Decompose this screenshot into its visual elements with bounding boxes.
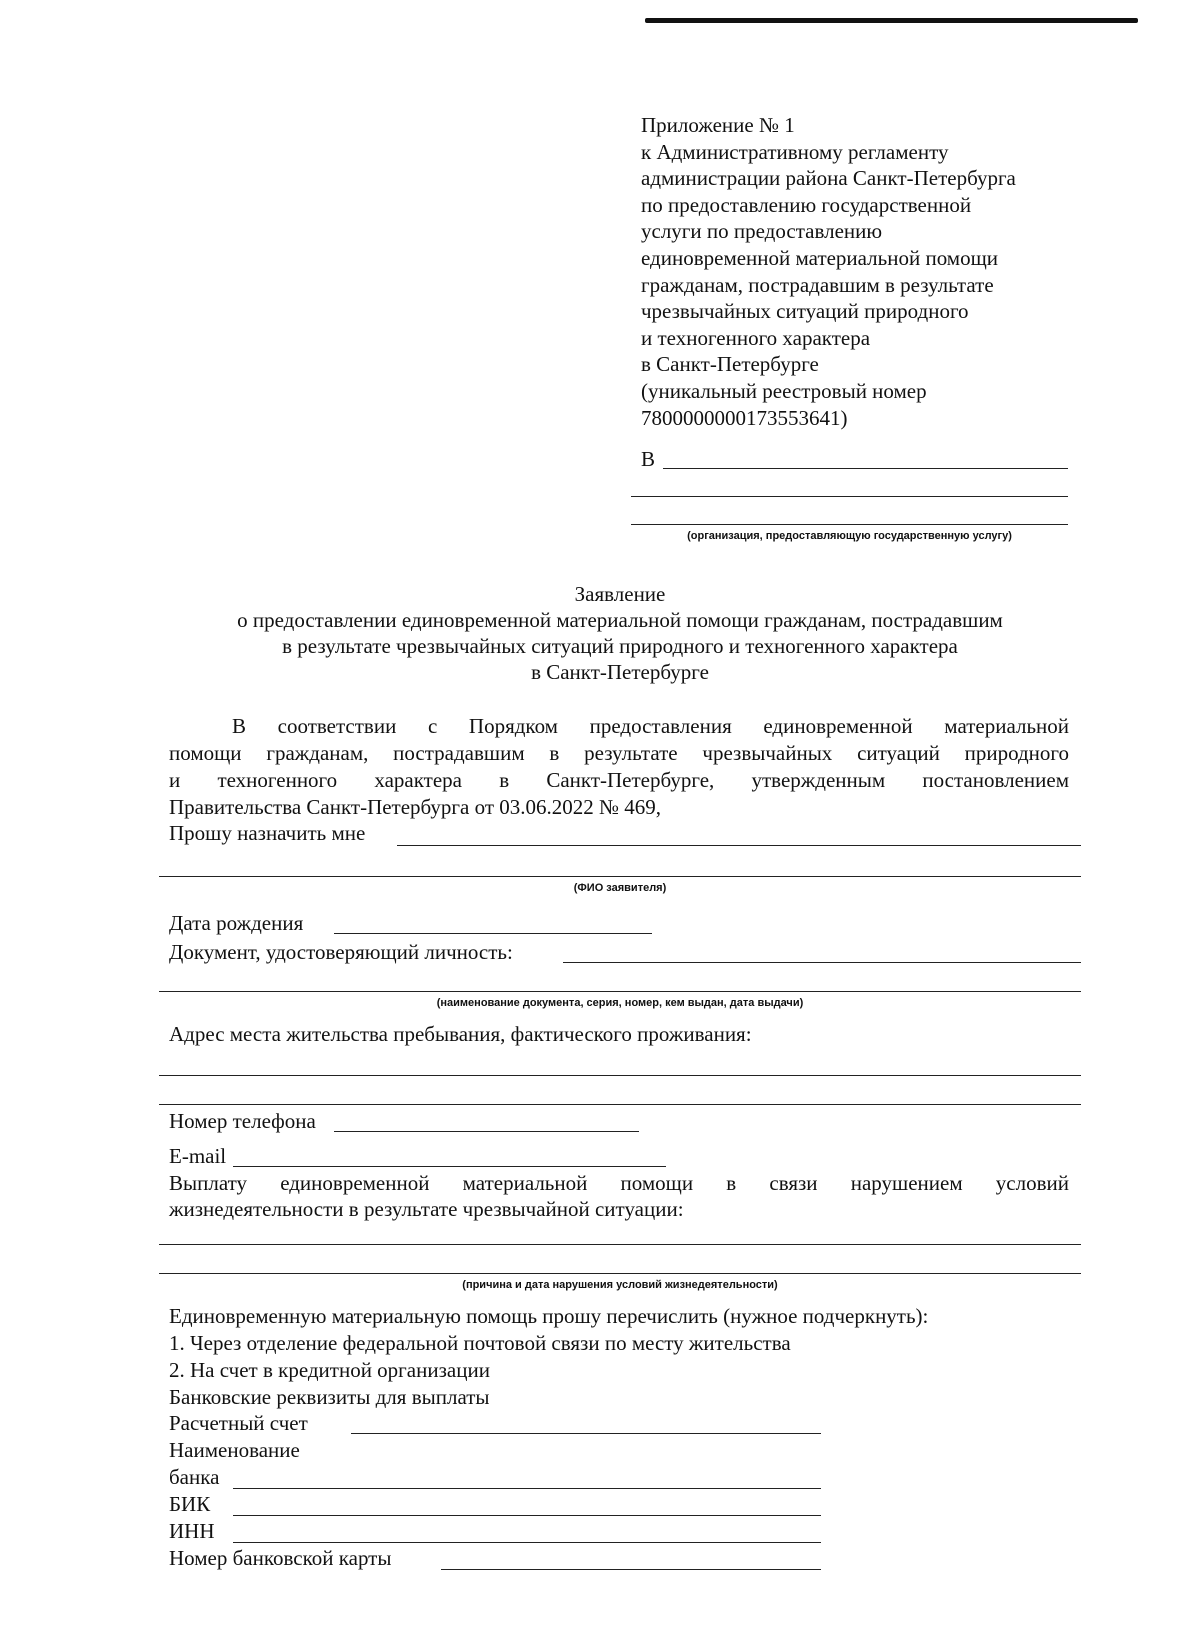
recipient-field-3[interactable] [631, 524, 1068, 525]
inn-field[interactable] [233, 1542, 821, 1543]
transfer-label: Единовременную материальную помощь прошу перечислить (нужное подчеркнуть): [169, 1304, 929, 1328]
account-label: Расчетный счет [169, 1411, 308, 1435]
address-field-2[interactable] [159, 1104, 1081, 1105]
org-caption: (организация, предоставляющую государственную услугу) [687, 530, 1012, 542]
appendix-line: единовременной материальной помощи [641, 245, 998, 270]
reason-field-2[interactable] [159, 1273, 1081, 1274]
appendix-line: и техногенного характера [641, 325, 871, 350]
id-document-caption: (наименование документа, серия, номер, кем выдан, дата выдачи) [436, 997, 804, 1009]
bik-field[interactable] [233, 1515, 821, 1516]
title-line: в Санкт-Петербурге [531, 660, 709, 684]
appendix-line: (уникальный реестровый номер [641, 378, 927, 403]
address-label: Адрес места жительства пребывания, фактического проживания: [169, 1022, 752, 1046]
email-field[interactable] [233, 1166, 666, 1167]
recipient-field-1[interactable] [663, 468, 1068, 469]
birth-date-label: Дата рождения [169, 911, 304, 935]
recipient-field-2[interactable] [631, 496, 1068, 497]
appendix-line: чрезвычайных ситуаций природного [641, 299, 969, 324]
fio-field-2[interactable] [159, 876, 1081, 877]
fio-field-1[interactable] [397, 845, 1081, 846]
bank-name-field[interactable] [233, 1488, 821, 1489]
payment-line: Выплату единовременной материальной помощи в связи нарушением условий [169, 1171, 1069, 1195]
appendix-line: по предоставлению государственной [641, 192, 972, 217]
intro-line: Правительства Санкт-Петербурга от 03.06.2022 № 469, [169, 795, 662, 819]
phone-label: Номер телефона [169, 1109, 316, 1133]
reason-field-1[interactable] [159, 1244, 1081, 1245]
top-border-line [645, 18, 1138, 23]
appendix-line: к Административному регламенту [641, 139, 949, 164]
intro-line: и техногенного характера в Санкт-Петербурге, утвержденным постановлением [169, 768, 1069, 792]
card-number-field[interactable] [441, 1569, 821, 1570]
phone-field[interactable] [334, 1131, 639, 1132]
intro-line: В соответствии с Порядком предоставления единовременной материальной [232, 714, 1069, 738]
id-document-field-1[interactable] [563, 962, 1081, 963]
card-number-label: Номер банковской карты [169, 1546, 392, 1570]
account-field[interactable] [351, 1433, 821, 1434]
fio-caption: (ФИО заявителя) [573, 882, 667, 894]
appendix-line: 7800000000173553641) [641, 405, 848, 430]
email-label: E-mail [169, 1144, 227, 1168]
id-document-label: Документ, удостоверяющий личность: [169, 940, 513, 964]
id-document-field-2[interactable] [159, 991, 1081, 992]
address-field-1[interactable] [159, 1075, 1081, 1076]
request-label: Прошу назначить мне [169, 821, 366, 845]
appendix-line: гражданам, пострадавшим в результате [641, 272, 994, 297]
payment-line: жизнедеятельности в результате чрезвычайной ситуации: [169, 1197, 684, 1221]
appendix-line: в Санкт-Петербурге [641, 352, 819, 377]
reason-caption: (причина и дата нарушения условий жизнедеятельности) [462, 1279, 778, 1291]
bik-label: БИК [169, 1492, 211, 1516]
birth-date-field[interactable] [334, 933, 652, 934]
bank-name-label-cont: банка [169, 1465, 220, 1489]
transfer-option-post[interactable]: 1. Через отделение федеральной почтовой связи по месту жительства [169, 1331, 791, 1355]
appendix-block [641, 112, 1081, 431]
appendix-line: администрации района Санкт-Петербурга [641, 166, 1016, 191]
intro-line: помощи гражданам, пострадавшим в результате чрезвычайных ситуаций природного [169, 741, 1069, 765]
appendix-line: Приложение № 1 [641, 113, 795, 137]
bank-name-label: Наименование [169, 1438, 300, 1462]
inn-label: ИНН [169, 1519, 215, 1543]
document-title: Заявление [574, 582, 666, 606]
title-line: о предоставлении единовременной материальной помощи гражданам, пострадавшим [237, 608, 1003, 632]
bank-details-header: Банковские реквизиты для выплаты [169, 1385, 490, 1409]
title-line: в результате чрезвычайных ситуаций природного и техногенного характера [282, 634, 958, 658]
appendix-line: услуги по предоставлению [641, 219, 883, 244]
transfer-option-bank[interactable]: 2. На счет в кредитной организации [169, 1358, 490, 1382]
recipient-prefix: В [641, 447, 656, 471]
